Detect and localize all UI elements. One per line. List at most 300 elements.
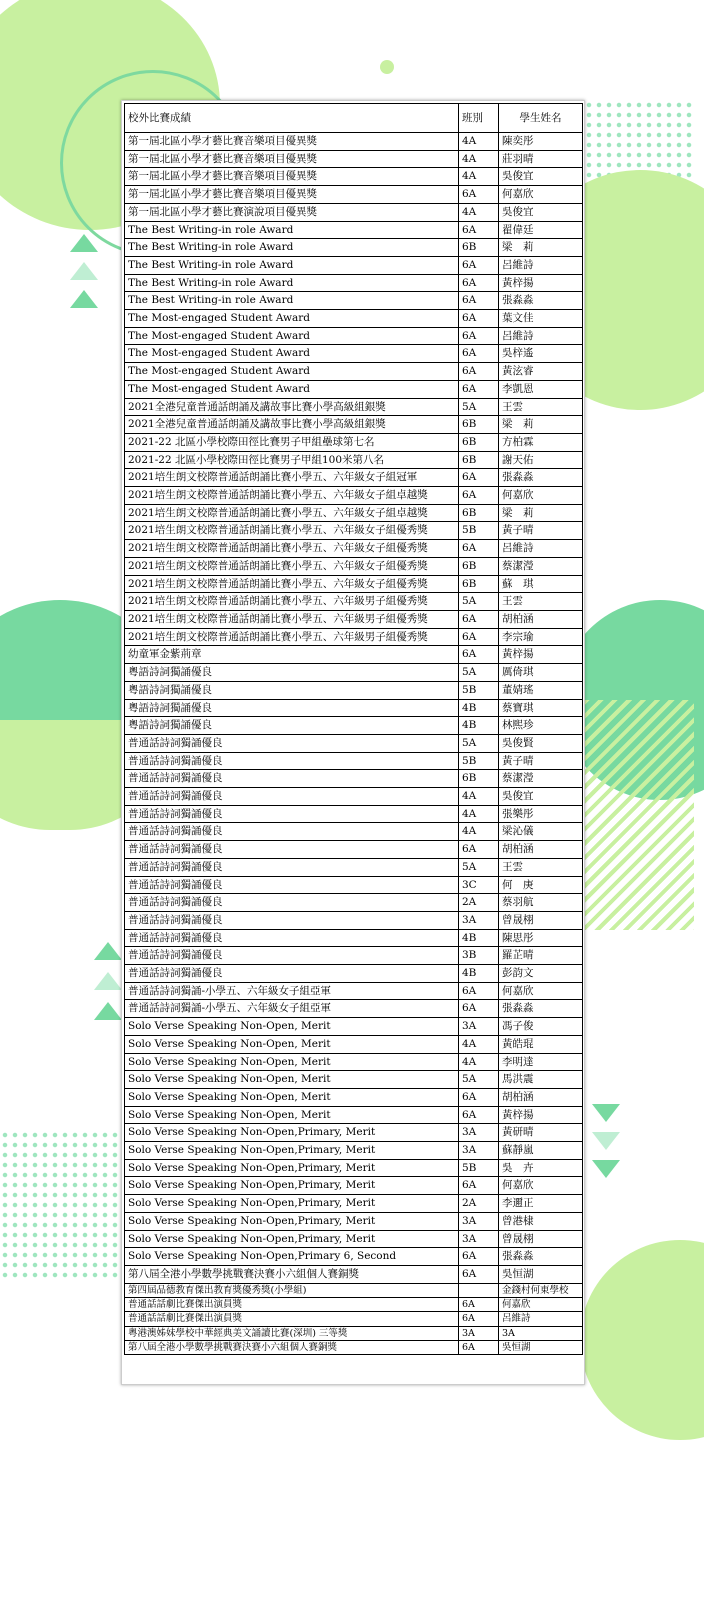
- class-cell: 4A: [459, 1053, 499, 1071]
- award-cell: 2021-22 北區小學校際田徑比賽男子甲組壘球第七名: [125, 433, 459, 451]
- class-cell: 5B: [459, 752, 499, 770]
- student-name-cell: 3A: [499, 1326, 583, 1340]
- table-row: [125, 540, 583, 558]
- student-name-cell: 蔡羽航: [499, 894, 583, 912]
- student-name-cell: 張淼淼: [499, 292, 583, 310]
- table-row: [125, 1018, 583, 1036]
- student-name-cell: 葉文佳: [499, 310, 583, 328]
- student-name-cell: 黃梓揚: [499, 274, 583, 292]
- table-row: [125, 752, 583, 770]
- class-cell: 6A: [459, 256, 499, 274]
- table-row: [125, 575, 583, 593]
- decor-triangle: [70, 234, 98, 252]
- header-award: 校外比賽成績: [125, 104, 459, 133]
- award-cell: 2021培生朗文校際普通話朗誦比賽小學五、六年級女子組優秀獎: [125, 575, 459, 593]
- student-name-cell: 何嘉欣: [499, 1177, 583, 1195]
- award-cell: 2021培生朗文校際普通話朗誦比賽小學五、六年級女子組優秀獎: [125, 557, 459, 575]
- table-row: [125, 593, 583, 611]
- student-name-cell: 王雲: [499, 858, 583, 876]
- award-cell: 2021培生朗文校際普通話朗誦比賽小學五、六年級女子組冠軍: [125, 469, 459, 487]
- class-cell: 4A: [459, 1035, 499, 1053]
- award-cell: The Best Writing-in role Award: [125, 274, 459, 292]
- class-cell: 6A: [459, 1088, 499, 1106]
- award-cell: 第一屆北區小學才藝比賽音樂項目優異獎: [125, 133, 459, 151]
- table-row: [125, 203, 583, 221]
- award-cell: 幼童軍金紫荊章: [125, 646, 459, 664]
- class-cell: 3A: [459, 1018, 499, 1036]
- student-name-cell: 張淼淼: [499, 469, 583, 487]
- student-name-cell: 馮子俊: [499, 1018, 583, 1036]
- award-cell: 粵語詩詞獨誦優良: [125, 717, 459, 735]
- award-cell: Solo Verse Speaking Non-Open, Merit: [125, 1053, 459, 1071]
- award-cell: 普通話詩詞獨誦優良: [125, 823, 459, 841]
- class-cell: 6B: [459, 451, 499, 469]
- award-cell: Solo Verse Speaking Non-Open,Primary, Merit: [125, 1142, 459, 1160]
- class-cell: 6A: [459, 841, 499, 859]
- decor-triangle: [70, 290, 98, 308]
- student-name-cell: 呂維詩: [499, 540, 583, 558]
- award-cell: 2021培生朗文校際普通話朗誦比賽小學五、六年級女子組卓越獎: [125, 504, 459, 522]
- table-row: [125, 858, 583, 876]
- decor-triangle-down: [592, 1160, 620, 1178]
- student-name-cell: 蘇靜嵐: [499, 1142, 583, 1160]
- student-name-cell: 吳恒湖: [499, 1340, 583, 1354]
- table-row: [125, 929, 583, 947]
- student-name-cell: 彭韵文: [499, 965, 583, 983]
- award-cell: Solo Verse Speaking Non-Open, Merit: [125, 1071, 459, 1089]
- award-cell: Solo Verse Speaking Non-Open,Primary, Merit: [125, 1124, 459, 1142]
- table-row: [125, 380, 583, 398]
- student-name-cell: 黃梓揚: [499, 1106, 583, 1124]
- table-row: [125, 805, 583, 823]
- class-cell: 4A: [459, 823, 499, 841]
- student-name-cell: 吳俊宜: [499, 203, 583, 221]
- table-row: [125, 1088, 583, 1106]
- award-cell: 普通話詩詞獨誦優良: [125, 947, 459, 965]
- class-cell: 6B: [459, 575, 499, 593]
- class-cell: 5B: [459, 1159, 499, 1177]
- table-row: [125, 256, 583, 274]
- student-name-cell: 何嘉欣: [499, 186, 583, 204]
- student-name-cell: 吳 卉: [499, 1159, 583, 1177]
- class-cell: 5B: [459, 681, 499, 699]
- class-cell: 6A: [459, 380, 499, 398]
- table-row: [125, 363, 583, 381]
- class-cell: 4B: [459, 965, 499, 983]
- student-name-cell: 蔡寶琪: [499, 699, 583, 717]
- student-name-cell: 吳俊宜: [499, 168, 583, 186]
- table-row: [125, 1230, 583, 1248]
- award-cell: 普通話話劇比賽傑出演員獎: [125, 1298, 459, 1312]
- class-cell: 6A: [459, 1266, 499, 1284]
- class-cell: 6B: [459, 433, 499, 451]
- award-cell: Solo Verse Speaking Non-Open,Primary, Merit: [125, 1195, 459, 1213]
- class-cell: 5B: [459, 522, 499, 540]
- award-cell: 普通話詩詞獨誦優良: [125, 929, 459, 947]
- student-name-cell: 胡柏涵: [499, 610, 583, 628]
- award-cell: 普通話詩詞獨誦優良: [125, 876, 459, 894]
- class-cell: 6A: [459, 345, 499, 363]
- table-row: [125, 398, 583, 416]
- table-row: [125, 133, 583, 151]
- class-cell: 6A: [459, 310, 499, 328]
- table-row: [125, 894, 583, 912]
- award-cell: Solo Verse Speaking Non-Open,Primary, Merit: [125, 1212, 459, 1230]
- class-cell: 4A: [459, 150, 499, 168]
- table-row: [125, 681, 583, 699]
- award-cell: The Most-engaged Student Award: [125, 310, 459, 328]
- table-row: [125, 1035, 583, 1053]
- decor-dots-bottom-left: [0, 1130, 120, 1280]
- table-row: [125, 469, 583, 487]
- award-cell: 2021-22 北區小學校際田徑比賽男子甲組100米第八名: [125, 451, 459, 469]
- student-name-cell: 黃子晴: [499, 522, 583, 540]
- award-cell: The Best Writing-in role Award: [125, 256, 459, 274]
- award-cell: The Most-engaged Student Award: [125, 380, 459, 398]
- class-cell: 6A: [459, 186, 499, 204]
- table-row: [125, 1195, 583, 1213]
- student-name-cell: 梁 莉: [499, 239, 583, 257]
- student-name-cell: 何嘉欣: [499, 487, 583, 505]
- award-cell: 第一屆北區小學才藝比賽音樂項目優異獎: [125, 186, 459, 204]
- table-row: [125, 1053, 583, 1071]
- class-cell: 6B: [459, 239, 499, 257]
- student-name-cell: 黃研晴: [499, 1124, 583, 1142]
- class-cell: 2A: [459, 894, 499, 912]
- student-name-cell: 黃子晴: [499, 752, 583, 770]
- decor-triangle-down: [592, 1132, 620, 1150]
- class-cell: 3A: [459, 911, 499, 929]
- class-cell: 6A: [459, 628, 499, 646]
- award-cell: 粵語詩詞獨誦優良: [125, 664, 459, 682]
- class-cell: 6A: [459, 1177, 499, 1195]
- class-cell: 6A: [459, 1340, 499, 1354]
- table-row: [125, 1312, 583, 1326]
- award-cell: 普通話詩詞獨誦優良: [125, 805, 459, 823]
- student-name-cell: 胡柏涵: [499, 1088, 583, 1106]
- decor-triangle-down: [592, 1104, 620, 1122]
- class-cell: 6A: [459, 1312, 499, 1326]
- award-cell: 第四屆品德教育傑出教育獎優秀獎(小學組): [125, 1283, 459, 1297]
- table-row: [125, 1071, 583, 1089]
- award-cell: 普通話詩詞獨誦-小學五、六年級女子組亞軍: [125, 1000, 459, 1018]
- class-cell: 6A: [459, 610, 499, 628]
- award-cell: The Most-engaged Student Award: [125, 327, 459, 345]
- table-row: [125, 610, 583, 628]
- student-name-cell: 羅芷晴: [499, 947, 583, 965]
- table-row: [125, 221, 583, 239]
- student-name-cell: 曾晟栩: [499, 911, 583, 929]
- decor-stripes-right: [584, 700, 694, 930]
- class-cell: 4B: [459, 929, 499, 947]
- table-row: [125, 345, 583, 363]
- award-cell: Solo Verse Speaking Non-Open, Merit: [125, 1106, 459, 1124]
- student-name-cell: 厲倚琪: [499, 664, 583, 682]
- award-cell: The Most-engaged Student Award: [125, 363, 459, 381]
- award-cell: 2021培生朗文校際普通話朗誦比賽小學五、六年級男子組優秀獎: [125, 610, 459, 628]
- award-cell: Solo Verse Speaking Non-Open,Primary, Merit: [125, 1159, 459, 1177]
- student-name-cell: 吳梓遙: [499, 345, 583, 363]
- table-row: [125, 274, 583, 292]
- table-header-row: [125, 104, 583, 133]
- award-cell: The Best Writing-in role Award: [125, 221, 459, 239]
- award-cell: The Best Writing-in role Award: [125, 239, 459, 257]
- student-name-cell: 何嘉欣: [499, 982, 583, 1000]
- class-cell: 4B: [459, 717, 499, 735]
- class-cell: [459, 1283, 499, 1297]
- award-cell: 2021培生朗文校際普通話朗誦比賽小學五、六年級男子組優秀獎: [125, 628, 459, 646]
- class-cell: 4A: [459, 805, 499, 823]
- table-row: [125, 522, 583, 540]
- table-row: [125, 982, 583, 1000]
- table-row: [125, 1124, 583, 1142]
- table-row: [125, 433, 583, 451]
- student-name-cell: 蔡潔瀅: [499, 770, 583, 788]
- student-name-cell: 梁 莉: [499, 416, 583, 434]
- table-row: [125, 1298, 583, 1312]
- table-row: [125, 699, 583, 717]
- table-row: [125, 1177, 583, 1195]
- student-name-cell: 李凱恩: [499, 380, 583, 398]
- student-name-cell: 翟偉廷: [499, 221, 583, 239]
- class-cell: 4B: [459, 699, 499, 717]
- class-cell: 5A: [459, 1071, 499, 1089]
- class-cell: 5A: [459, 398, 499, 416]
- student-name-cell: 李邇正: [499, 1195, 583, 1213]
- award-cell: Solo Verse Speaking Non-Open,Primary, Merit: [125, 1230, 459, 1248]
- table-row: [125, 1212, 583, 1230]
- student-name-cell: 胡柏涵: [499, 841, 583, 859]
- class-cell: 5A: [459, 593, 499, 611]
- table-row: [125, 1283, 583, 1297]
- table-row: [125, 416, 583, 434]
- student-name-cell: 黃皓琨: [499, 1035, 583, 1053]
- student-name-cell: 黃泫睿: [499, 363, 583, 381]
- class-cell: 6A: [459, 1298, 499, 1312]
- award-cell: The Most-engaged Student Award: [125, 345, 459, 363]
- student-name-cell: 曾晟栩: [499, 1230, 583, 1248]
- class-cell: 5A: [459, 664, 499, 682]
- award-cell: 粵語詩詞獨誦優良: [125, 681, 459, 699]
- table-row: [125, 1340, 583, 1354]
- student-name-cell: 馬洪震: [499, 1071, 583, 1089]
- award-cell: 2021全港兒童普通話朗誦及講故事比賽小學高級組銀獎: [125, 398, 459, 416]
- class-cell: 6A: [459, 1000, 499, 1018]
- student-name-cell: 金錢村何東學校: [499, 1283, 583, 1297]
- table-row: [125, 734, 583, 752]
- class-cell: 2A: [459, 1195, 499, 1213]
- class-cell: 3A: [459, 1124, 499, 1142]
- student-name-cell: 謝天佑: [499, 451, 583, 469]
- award-cell: 普通話詩詞獨誦優良: [125, 841, 459, 859]
- student-name-cell: 張淼淼: [499, 1248, 583, 1266]
- decor-triangle: [94, 942, 122, 960]
- class-cell: 3B: [459, 947, 499, 965]
- class-cell: 6A: [459, 540, 499, 558]
- student-name-cell: 王雲: [499, 593, 583, 611]
- class-cell: 5A: [459, 734, 499, 752]
- table-row: [125, 646, 583, 664]
- student-name-cell: 陳思彤: [499, 929, 583, 947]
- student-name-cell: 吳俊宜: [499, 788, 583, 806]
- student-name-cell: 林熙珍: [499, 717, 583, 735]
- table-row: [125, 504, 583, 522]
- student-name-cell: 呂維詩: [499, 327, 583, 345]
- award-cell: Solo Verse Speaking Non-Open,Primary, Merit: [125, 1177, 459, 1195]
- class-cell: 6B: [459, 770, 499, 788]
- table-row: [125, 1106, 583, 1124]
- table-row: [125, 876, 583, 894]
- table-row: [125, 1142, 583, 1160]
- student-name-cell: 蘇 琪: [499, 575, 583, 593]
- student-name-cell: 梁 莉: [499, 504, 583, 522]
- student-name-cell: 梁沁儀: [499, 823, 583, 841]
- student-name-cell: 陳奕彤: [499, 133, 583, 151]
- student-name-cell: 李宗瑜: [499, 628, 583, 646]
- student-name-cell: 張淼淼: [499, 1000, 583, 1018]
- student-name-cell: 吳恒湖: [499, 1266, 583, 1284]
- award-cell: 粵語詩詞獨誦優良: [125, 699, 459, 717]
- class-cell: 6B: [459, 557, 499, 575]
- table-row: [125, 292, 583, 310]
- award-cell: The Best Writing-in role Award: [125, 292, 459, 310]
- table-row: [125, 788, 583, 806]
- decor-dot-top: [380, 60, 394, 74]
- table-row: [125, 911, 583, 929]
- awards-sheet: [121, 100, 585, 1385]
- award-cell: 2021培生朗文校際普通話朗誦比賽小學五、六年級女子組優秀獎: [125, 522, 459, 540]
- student-name-cell: 呂維詩: [499, 1312, 583, 1326]
- class-cell: 6B: [459, 504, 499, 522]
- award-cell: 普通話詩詞獨誦優良: [125, 965, 459, 983]
- class-cell: 6A: [459, 982, 499, 1000]
- table-row: [125, 965, 583, 983]
- student-name-cell: 曾港棣: [499, 1212, 583, 1230]
- award-cell: 2021培生朗文校際普通話朗誦比賽小學五、六年級女子組卓越獎: [125, 487, 459, 505]
- table-row: [125, 1266, 583, 1284]
- table-row: [125, 664, 583, 682]
- award-cell: 普通話詩詞獨誦優良: [125, 858, 459, 876]
- student-name-cell: 蔡潔瀅: [499, 557, 583, 575]
- class-cell: 4A: [459, 203, 499, 221]
- class-cell: 3A: [459, 1326, 499, 1340]
- award-cell: Solo Verse Speaking Non-Open, Merit: [125, 1035, 459, 1053]
- table-row: [125, 770, 583, 788]
- table-row: [125, 823, 583, 841]
- award-cell: 第一屆北區小學才藝比賽音樂項目優異獎: [125, 150, 459, 168]
- decor-triangle: [94, 972, 122, 990]
- decor-triangle: [70, 262, 98, 280]
- class-cell: 4A: [459, 168, 499, 186]
- award-cell: 2021全港兒童普通話朗誦及講故事比賽小學高級組銀獎: [125, 416, 459, 434]
- class-cell: 4A: [459, 788, 499, 806]
- table-row: [125, 717, 583, 735]
- student-name-cell: 何嘉欣: [499, 1298, 583, 1312]
- student-name-cell: 何 庚: [499, 876, 583, 894]
- awards-table-body: [125, 133, 583, 1355]
- header-class: 班別: [459, 104, 499, 133]
- table-row: [125, 239, 583, 257]
- student-name-cell: 李明達: [499, 1053, 583, 1071]
- class-cell: 3C: [459, 876, 499, 894]
- award-cell: 第八屆全港小學數學挑戰賽決賽小六組個人賽銅獎: [125, 1266, 459, 1284]
- awards-table: [124, 103, 583, 1355]
- class-cell: 6A: [459, 1248, 499, 1266]
- award-cell: 粵港澳姊妹學校中華經典美文誦讀比賽(深圳) 三等獎: [125, 1326, 459, 1340]
- award-cell: 普通話詩詞獨誦-小學五、六年級女子組亞軍: [125, 982, 459, 1000]
- award-cell: 普通話話劇比賽傑出演員獎: [125, 1312, 459, 1326]
- student-name-cell: 董婧瑤: [499, 681, 583, 699]
- class-cell: 4A: [459, 133, 499, 151]
- award-cell: 第一屆北區小學才藝比賽音樂項目優異獎: [125, 168, 459, 186]
- table-row: [125, 310, 583, 328]
- table-row: [125, 1000, 583, 1018]
- table-row: [125, 1159, 583, 1177]
- class-cell: 6A: [459, 327, 499, 345]
- class-cell: 3A: [459, 1212, 499, 1230]
- student-name-cell: 吳俊賢: [499, 734, 583, 752]
- class-cell: 5A: [459, 858, 499, 876]
- award-cell: Solo Verse Speaking Non-Open, Merit: [125, 1018, 459, 1036]
- class-cell: 6A: [459, 221, 499, 239]
- class-cell: 6A: [459, 646, 499, 664]
- class-cell: 6B: [459, 416, 499, 434]
- class-cell: 6A: [459, 487, 499, 505]
- class-cell: 6A: [459, 363, 499, 381]
- table-row: [125, 327, 583, 345]
- award-cell: Solo Verse Speaking Non-Open,Primary 6, Second: [125, 1248, 459, 1266]
- decor-circle-bottom-right: [580, 1240, 704, 1440]
- table-row: [125, 186, 583, 204]
- table-row: [125, 628, 583, 646]
- award-cell: 普通話詩詞獨誦優良: [125, 788, 459, 806]
- class-cell: 6A: [459, 274, 499, 292]
- award-cell: 普通話詩詞獨誦優良: [125, 734, 459, 752]
- award-cell: 第一屆北區小學才藝比賽演說項目優異獎: [125, 203, 459, 221]
- class-cell: 6A: [459, 1106, 499, 1124]
- student-name-cell: 呂維詩: [499, 256, 583, 274]
- student-name-cell: 方柏霖: [499, 433, 583, 451]
- table-row: [125, 451, 583, 469]
- decor-triangle: [94, 1002, 122, 1020]
- award-cell: 普通話詩詞獨誦優良: [125, 770, 459, 788]
- table-row: [125, 947, 583, 965]
- student-name-cell: 黃梓揚: [499, 646, 583, 664]
- table-row: [125, 557, 583, 575]
- award-cell: 普通話詩詞獨誦優良: [125, 752, 459, 770]
- award-cell: 2021培生朗文校際普通話朗誦比賽小學五、六年級女子組優秀獎: [125, 540, 459, 558]
- award-cell: 普通話詩詞獨誦優良: [125, 894, 459, 912]
- table-row: [125, 168, 583, 186]
- award-cell: 第八屆全港小學數學挑戰賽決賽小六組個人賽銅獎: [125, 1340, 459, 1354]
- header-student-name: 學生姓名: [499, 104, 583, 133]
- table-row: [125, 487, 583, 505]
- student-name-cell: 張樂彤: [499, 805, 583, 823]
- class-cell: 3A: [459, 1142, 499, 1160]
- student-name-cell: 王雲: [499, 398, 583, 416]
- class-cell: 6A: [459, 469, 499, 487]
- table-row: [125, 1248, 583, 1266]
- class-cell: 6A: [459, 292, 499, 310]
- class-cell: 3A: [459, 1230, 499, 1248]
- award-cell: 普通話詩詞獨誦優良: [125, 911, 459, 929]
- table-row: [125, 150, 583, 168]
- table-row: [125, 1326, 583, 1340]
- table-row: [125, 841, 583, 859]
- award-cell: 2021培生朗文校際普通話朗誦比賽小學五、六年級男子組優秀獎: [125, 593, 459, 611]
- student-name-cell: 莊羽晴: [499, 150, 583, 168]
- award-cell: Solo Verse Speaking Non-Open, Merit: [125, 1088, 459, 1106]
